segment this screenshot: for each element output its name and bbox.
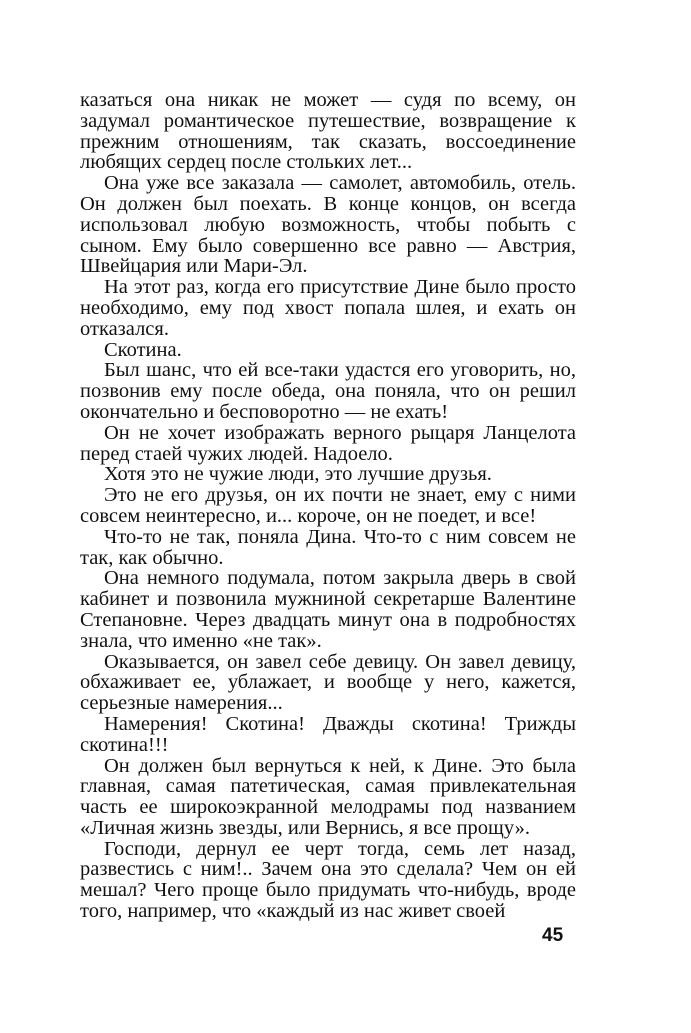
paragraph: Хотя это не чужие люди, это лучшие друзья.: [104, 463, 492, 486]
paragraph: Намерения! Скотина! Дважды скотина! Трижды скотина!!!: [80, 712, 576, 756]
paragraph: Она немного подумала, потом закрыла дверь в свой кабинет и позвонила мужниной секретарше Валентине Степановне. Через двадцать минут она в подробностях знала, что именно «не так».: [80, 567, 576, 652]
body-text: [80, 90, 576, 922]
paragraph: Что-то не так, поняла Дина. Что-то с ним совсем не так, как обычно.: [80, 525, 576, 569]
paragraph: Скотина.: [104, 338, 182, 361]
paragraph: Господи, дернул ее черт тогда, семь лет назад, развестись с ним!.. Зачем она это сделала? Чем он ей мешал? Чего проще было придумать что-нибудь, вроде того, например, что «каждый из нас живет своей: [80, 837, 576, 923]
paragraph: Оказывается, он завел себе девицу. Он завел девицу, обхаживает ее, ублажает, и вообще у него, кажется, серьезные намерения...: [80, 650, 576, 715]
paragraph: Он должен был вернуться к ней, к Дине. Это была главная, самая патетическая, самая привлекательная часть ее широкоэкранной мелодрамы под названием «Личная жизнь звезды, или Вернись, я все прощу».: [80, 754, 576, 839]
paragraph: Она уже все заказала — самолет, автомобиль, отель. Он должен был поехать. В конце концов, он всегда использовал любую возможность, чтобы побыть с сыном. Ему было совершенно все равно — Австрия, Швейцария или Мари-Эл.: [80, 172, 576, 278]
page-number: 45: [542, 925, 564, 946]
paragraph: Был шанс, что ей все-таки удастся его уговорить, но, позвонив ему после обеда, она поняла, что он решил окончательно и бесповоротно — не ехать!: [80, 359, 576, 423]
paragraph: Он не хочет изображать верного рыцаря Ланцелота перед стаей чужих людей. Надоело.: [80, 421, 576, 465]
paragraph: Это не его друзья, он их почти не знает, ему с ними совсем неинтересно, и... короче, он не поедет, и все!: [80, 484, 576, 527]
paragraph: казаться она никак не может — судя по всему, он задумал романтическое путешествие, возвращение к прежним отношениям, так сказать, воссоединение любящих сердец после стольких лет...: [80, 89, 576, 174]
paragraph: На этот раз, когда его присутствие Дине было просто необходимо, ему под хвост попала шлея, и ехать он отказался.: [80, 276, 576, 340]
